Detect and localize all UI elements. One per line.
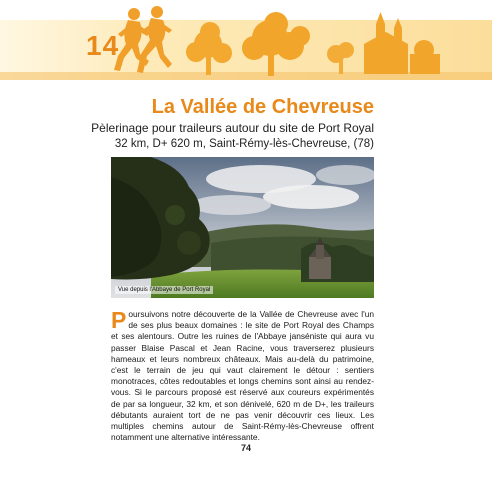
body-text: oursuivons notre découverte de la Vallée de Chevreuse avec l'un de ses plus beaux domaines : le site de Port Royal des Champs et ses alentours. Outre les ruines de l'Abbaye janséniste qui aura vu passer Blaise Pascal et Jean Racine, vous traverserez plusieurs hameaux et leurs nombreux châteaux. Mais au-delà du patrimoine, c'est le terrain de jeu qui vaut clairement le détour : sentiers monotraces, côtes redoutables et longs chemins sont ainsi au rendez-vous. Si le parcours proposé est réservé aux coureurs expérimentés de par sa longueur, 32 km, et son dénivelé, 620 m de D+, les traileurs débutants auraient tort de ne pas venir découvrir ces lieux. Les multiples chemins autour de Saint-Rémy-lès-Chevreuse offrent notamment une alternative intéressante. [111, 309, 374, 443]
route-details: 32 km, D+ 620 m, Saint-Rémy-lès-Chevreuse, (78) [114, 138, 374, 150]
chapter-banner [0, 0, 492, 80]
route-title: La Vallée de Chevreuse [151, 96, 374, 118]
chapter-number: 14 [86, 30, 120, 61]
photo-caption: Vue depuis l'Abbaye de Port Royal [115, 286, 213, 294]
photo-illustration [111, 157, 374, 298]
page-number: 74 [240, 443, 251, 453]
body-paragraph [111, 309, 374, 443]
route-subtitle: Pèlerinage pour traileurs autour du site de Port Royal [91, 121, 374, 135]
drop-cap: P [111, 307, 127, 333]
banner-illustration [0, 0, 492, 80]
landscape-photo [111, 157, 374, 298]
